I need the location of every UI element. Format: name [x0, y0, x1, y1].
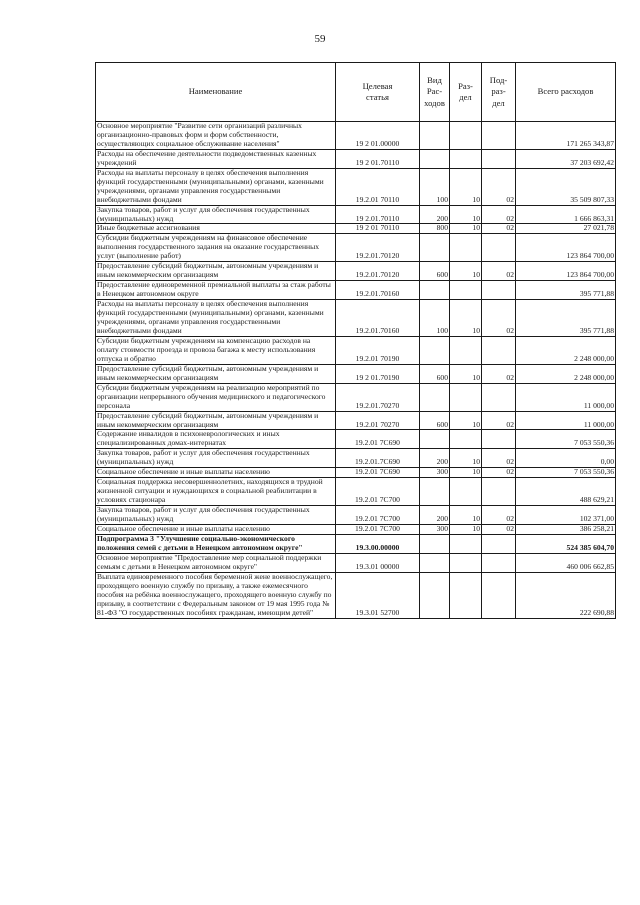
- cell-type: [420, 553, 450, 572]
- cell-target: 19.2.01 7С690: [336, 468, 420, 478]
- cell-type: 300: [420, 468, 450, 478]
- cell-total: 37 203 692,42: [516, 149, 616, 168]
- cell-total: 123 864 700,00: [516, 234, 616, 262]
- table-header-row: [96, 63, 616, 122]
- cell-name: Выплата единовременного пособия беременной жене военнослужащего, проходящего военную службу по призыву, а также ежемесячного пособия на ребёнка военнослужащего, проходящего военную службу по призыву, в соответствии с Федеральным законом от 19 мая 1995 года № 81-ФЗ "О государственных пособиях гражданам, имеющим детей": [96, 572, 336, 618]
- cell-subsection: [482, 430, 516, 449]
- cell-section: 10: [450, 224, 482, 234]
- header-subsection: Под- раз- дел: [482, 63, 516, 122]
- cell-total: 395 771,88: [516, 300, 616, 337]
- cell-name: Содержание инвалидов в психоневрологических и иных специализированных домах-интернатах: [96, 430, 336, 449]
- cell-target: 19.2.01 7С700: [336, 478, 420, 506]
- cell-target: 19.2.01.7С690: [336, 449, 420, 468]
- cell-name: Социальное обеспечение и иные выплаты населению: [96, 524, 336, 534]
- cell-section: 10: [450, 262, 482, 281]
- cell-section: 10: [450, 524, 482, 534]
- cell-section: 10: [450, 411, 482, 430]
- cell-type: 100: [420, 168, 450, 205]
- cell-name: Субсидии бюджетным учреждениям на финансовое обеспечение выполнения государственного задания на оказание государственных услуг (выполнение работ): [96, 234, 336, 262]
- cell-name: Социальная поддержка несовершеннолетних, находящихся в трудной жизненной ситуации и нуждающихся в социальной реабилитации в условиях стационара: [96, 478, 336, 506]
- cell-target: 19.2.01.70160: [336, 300, 420, 337]
- cell-section: [450, 122, 482, 150]
- table-row: [96, 262, 616, 281]
- cell-subsection: [482, 336, 516, 364]
- table-row: [96, 468, 616, 478]
- cell-total: 171 265 343,87: [516, 122, 616, 150]
- table-row: [96, 224, 616, 234]
- cell-subsection: 02: [482, 224, 516, 234]
- table-row: [96, 383, 616, 411]
- cell-type: 200: [420, 449, 450, 468]
- table-row: [96, 300, 616, 337]
- cell-total: 395 771,88: [516, 281, 616, 300]
- cell-section: [450, 534, 482, 553]
- cell-section: [450, 234, 482, 262]
- cell-name: Субсидии бюджетным учреждениям на реализацию мероприятий по организации непрерывного обучения медицинского и педагогического персонала: [96, 383, 336, 411]
- table-row: [96, 411, 616, 430]
- cell-target: 19.2.01.70120: [336, 262, 420, 281]
- cell-name: Расходы на обеспечение деятельности подведомственных казенных учреждений: [96, 149, 336, 168]
- table-row: [96, 572, 616, 618]
- table-row: [96, 534, 616, 553]
- cell-total: 460 006 662,85: [516, 553, 616, 572]
- cell-section: 10: [450, 449, 482, 468]
- cell-section: 10: [450, 468, 482, 478]
- cell-subsection: 02: [482, 364, 516, 383]
- cell-subsection: 02: [482, 205, 516, 224]
- cell-target: 19 2 01.70190: [336, 364, 420, 383]
- cell-section: [450, 553, 482, 572]
- cell-type: [420, 234, 450, 262]
- cell-name: Закупка товаров, работ и услуг для обеспечения государственных (муниципальных) нужд: [96, 506, 336, 525]
- cell-section: 10: [450, 300, 482, 337]
- cell-total: 386 258,21: [516, 524, 616, 534]
- table-row: [96, 478, 616, 506]
- table-row: [96, 122, 616, 150]
- header-type: Вид Рас- ходов: [420, 63, 450, 122]
- budget-table: [95, 62, 616, 619]
- cell-total: 524 385 604,70: [516, 534, 616, 553]
- cell-subsection: 02: [482, 468, 516, 478]
- table-row: [96, 553, 616, 572]
- cell-type: [420, 430, 450, 449]
- header-section: Раз- дел: [450, 63, 482, 122]
- cell-target: 19 2 01.00000: [336, 122, 420, 150]
- cell-type: 200: [420, 506, 450, 525]
- header-target: Целевая статья: [336, 63, 420, 122]
- cell-name: Закупка товаров, работ и услуг для обеспечения государственных (муниципальных) нужд: [96, 205, 336, 224]
- cell-section: [450, 281, 482, 300]
- cell-section: 10: [450, 364, 482, 383]
- cell-name: Социальное обеспечение и иные выплаты населению: [96, 468, 336, 478]
- cell-subsection: [482, 281, 516, 300]
- table-row: [96, 168, 616, 205]
- cell-type: [420, 534, 450, 553]
- cell-name: Предоставление единовременной премиальной выплаты за стаж работы в Ненецком автономном округе: [96, 281, 336, 300]
- cell-name: Расходы на выплаты персоналу в целях обеспечения выполнения функций государственными (муниципальными) органами, казенными учреждениями, органами управления государственными внебюджетными фондами: [96, 168, 336, 205]
- cell-section: [450, 149, 482, 168]
- table-row: [96, 449, 616, 468]
- cell-target: 19.2.01.70160: [336, 281, 420, 300]
- cell-section: [450, 383, 482, 411]
- table-row: [96, 336, 616, 364]
- cell-name: Основное мероприятие "Предоставление мер социальной поддержки семьям с детьми в Ненецком автономном округе": [96, 553, 336, 572]
- cell-type: 600: [420, 411, 450, 430]
- cell-target: 19.2.01 7С690: [336, 430, 420, 449]
- cell-target: 19.3.00.00000: [336, 534, 420, 553]
- cell-type: [420, 478, 450, 506]
- cell-name: Предоставление субсидий бюджетным, автономным учреждениям и иным некоммерческим организациям: [96, 411, 336, 430]
- cell-section: [450, 336, 482, 364]
- cell-total: 7 053 550,36: [516, 430, 616, 449]
- cell-subsection: 02: [482, 168, 516, 205]
- cell-type: [420, 383, 450, 411]
- cell-total: 11 000,00: [516, 383, 616, 411]
- cell-subsection: 02: [482, 506, 516, 525]
- cell-target: 19.2.01 7С700: [336, 524, 420, 534]
- cell-name: Закупка товаров, работ и услуг для обеспечения государственных (муниципальных) нужд: [96, 449, 336, 468]
- cell-target: 19.2.01 7С700: [336, 506, 420, 525]
- cell-total: 2 248 000,00: [516, 364, 616, 383]
- cell-section: [450, 478, 482, 506]
- header-name: Наименование: [96, 63, 336, 122]
- header-total: Всего расходов: [516, 63, 616, 122]
- cell-type: [420, 281, 450, 300]
- cell-subsection: 02: [482, 262, 516, 281]
- cell-total: 35 509 807,33: [516, 168, 616, 205]
- cell-total: 0,00: [516, 449, 616, 468]
- cell-target: 19.2.01 70270: [336, 411, 420, 430]
- cell-type: 100: [420, 300, 450, 337]
- cell-section: 10: [450, 168, 482, 205]
- cell-subsection: 02: [482, 300, 516, 337]
- table-row: [96, 524, 616, 534]
- cell-type: [420, 122, 450, 150]
- cell-total: 123 864 700,00: [516, 262, 616, 281]
- cell-subsection: [482, 572, 516, 618]
- cell-section: 10: [450, 205, 482, 224]
- cell-target: 19 2 01 70110: [336, 224, 420, 234]
- cell-subsection: 02: [482, 411, 516, 430]
- cell-target: 19.2.01 70190: [336, 336, 420, 364]
- cell-name: Иные бюджетные ассигнования: [96, 224, 336, 234]
- cell-total: 27 021,78: [516, 224, 616, 234]
- cell-target: 19.2.01 70110: [336, 168, 420, 205]
- cell-type: 800: [420, 224, 450, 234]
- cell-name: Предоставление субсидий бюджетным, автономным учреждениям и иным некоммерческим организациям: [96, 262, 336, 281]
- cell-type: 600: [420, 364, 450, 383]
- cell-name: Субсидии бюджетным учреждениям на компенсацию расходов на оплату стоимости проезда и провоза багажа к месту использования отпуска и обратно: [96, 336, 336, 364]
- cell-target: 19.3.01 52700: [336, 572, 420, 618]
- cell-target: 19.3.01 00000: [336, 553, 420, 572]
- cell-subsection: 02: [482, 524, 516, 534]
- cell-type: [420, 336, 450, 364]
- cell-name: Основное мероприятие "Развитие сети организаций различных организационно-правовых форм и форм собственности, осуществляющих социальное обслуживание населения": [96, 122, 336, 150]
- cell-subsection: [482, 553, 516, 572]
- cell-name: Предоставление субсидий бюджетным, автономным учреждениям и иным некоммерческим организациям: [96, 364, 336, 383]
- cell-name: Подпрограмма 3 "Улучшение социально-экономического положения семей с детьми в Ненецком автономном округе": [96, 534, 336, 553]
- cell-target: 19 2 01.70110: [336, 149, 420, 168]
- cell-subsection: [482, 122, 516, 150]
- table-row: [96, 281, 616, 300]
- cell-target: 19.2.01.70270: [336, 383, 420, 411]
- cell-type: [420, 149, 450, 168]
- page-number: 59: [314, 33, 326, 45]
- table-row: [96, 430, 616, 449]
- cell-type: [420, 572, 450, 618]
- cell-type: 600: [420, 262, 450, 281]
- cell-subsection: [482, 534, 516, 553]
- cell-total: 488 629,21: [516, 478, 616, 506]
- cell-total: 222 690,88: [516, 572, 616, 618]
- table-row: [96, 205, 616, 224]
- cell-section: [450, 572, 482, 618]
- cell-subsection: 02: [482, 449, 516, 468]
- cell-total: 102 371,00: [516, 506, 616, 525]
- table-row: [96, 234, 616, 262]
- cell-type: 200: [420, 205, 450, 224]
- cell-subsection: [482, 383, 516, 411]
- cell-target: 19.2.01.70120: [336, 234, 420, 262]
- cell-subsection: [482, 234, 516, 262]
- cell-total: 11 000,00: [516, 411, 616, 430]
- cell-target: 19 2.01.70110: [336, 205, 420, 224]
- table-row: [96, 149, 616, 168]
- table-row: [96, 364, 616, 383]
- cell-type: 300: [420, 524, 450, 534]
- cell-total: 1 666 863,31: [516, 205, 616, 224]
- cell-section: [450, 430, 482, 449]
- cell-total: 2 248 000,00: [516, 336, 616, 364]
- cell-total: 7 053 550,36: [516, 468, 616, 478]
- table-body: [96, 122, 616, 619]
- table-row: [96, 506, 616, 525]
- cell-subsection: [482, 149, 516, 168]
- cell-section: 10: [450, 506, 482, 525]
- cell-name: Расходы на выплаты персоналу в целях обеспечения выполнения функций государственными (муниципальными) органами, казенными учреждениями, органами управления государственными внебюджетными фондами: [96, 300, 336, 337]
- cell-subsection: [482, 478, 516, 506]
